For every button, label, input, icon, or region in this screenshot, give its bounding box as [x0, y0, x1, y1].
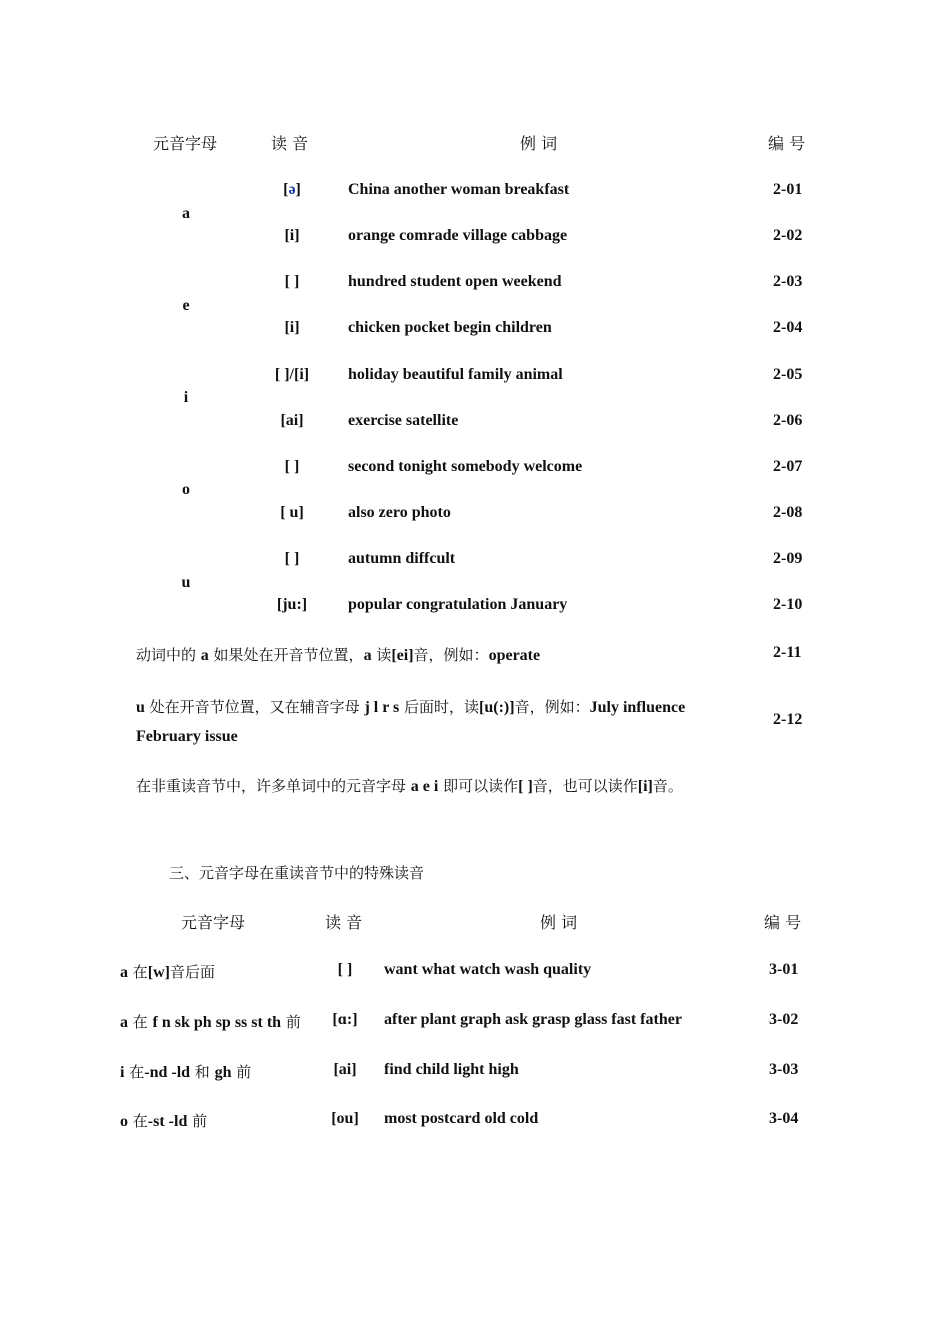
section3-title: 三、元音字母在重读音节中的特殊读音 — [169, 864, 425, 882]
table2-header-sound: 读 音 — [325, 913, 363, 932]
code-2-06: 2-06 — [773, 412, 803, 429]
group-letter-o: o — [182, 481, 190, 498]
table1-header-code: 编 号 — [768, 134, 806, 153]
examples-2-02: orange comrade village cabbage — [348, 227, 568, 244]
code-2-11: 2-11 — [773, 644, 802, 661]
examples-2-01: China another woman breakfast — [348, 181, 570, 198]
examples-2-03: hundred student open weekend — [348, 273, 562, 290]
sound-2-07: [ ] — [284, 458, 300, 475]
sound-3-03: [ai] — [333, 1061, 357, 1078]
code-2-01: 2-01 — [773, 181, 803, 198]
cond-3-02: a 在 f n sk ph sp ss st th 前 — [120, 1013, 301, 1031]
schwa-symbol: ə — [288, 181, 296, 198]
table1-header-letter: 元音字母 — [153, 134, 218, 153]
examples-3-04: most postcard old cold — [384, 1110, 539, 1127]
group-letter-i: i — [183, 389, 189, 406]
code-2-08: 2-08 — [773, 504, 803, 521]
code-2-04: 2-04 — [773, 319, 803, 336]
table1-header-examples: 例 词 — [520, 134, 558, 153]
code-3-02: 3-02 — [769, 1011, 799, 1028]
code-2-10: 2-10 — [773, 596, 803, 613]
sound-2-06: [ai] — [280, 412, 304, 429]
table2-header-examples: 例 词 — [540, 913, 578, 932]
examples-3-01: want what watch wash quality — [384, 961, 592, 978]
examples-2-08: also zero photo — [348, 504, 451, 521]
code-2-02: 2-02 — [773, 227, 803, 244]
code-2-07: 2-07 — [773, 458, 803, 475]
table2-header-code: 编 号 — [764, 913, 802, 932]
rule-2-12-text: u 处在开音节位置，又在辅音字母 j l r s 后面时，读[u(:)]音，例如：July influence — [136, 698, 686, 716]
table2-header-letter: 元音字母 — [181, 913, 246, 932]
unstressed-note: 在非重读音节中，许多单词中的元音字母 a e i 即可以读作[ ]音，也可以读作[i]音。 — [136, 777, 683, 795]
code-3-04: 3-04 — [769, 1110, 799, 1127]
sound-3-01: [ ] — [337, 961, 353, 978]
code-2-09: 2-09 — [773, 550, 803, 567]
sound-2-01: [ə] — [283, 181, 301, 198]
code-2-03: 2-03 — [773, 273, 803, 290]
examples-3-03: find child light high — [384, 1061, 519, 1078]
rule-2-12-text-line2: February issue — [136, 728, 238, 745]
sound-3-02: [ɑ:] — [332, 1011, 358, 1028]
sound-2-05: [ ]/[i] — [274, 366, 310, 383]
sound-2-02: [i] — [284, 227, 300, 244]
sound-2-03: [ ] — [284, 273, 300, 290]
cond-3-03: i 在-nd -ld 和 gh 前 — [120, 1063, 252, 1081]
rule-2-11-text: 动词中的 a 如果处在开音节位置，a 读[ei]音，例如：operate — [136, 646, 541, 664]
examples-2-10: popular congratulation January — [348, 596, 568, 613]
cond-3-04: o 在-st -ld 前 — [120, 1112, 208, 1130]
code-2-12: 2-12 — [773, 711, 803, 728]
sound-2-04: [i] — [284, 319, 300, 336]
code-3-01: 3-01 — [769, 961, 799, 978]
sound-2-10: [ju:] — [276, 596, 308, 613]
cond-3-01: a 在[w]音后面 — [120, 963, 216, 981]
sound-2-08: [ u] — [280, 504, 304, 521]
code-2-05: 2-05 — [773, 366, 803, 383]
examples-3-02: after plant graph ask grasp glass fast father — [384, 1011, 682, 1028]
examples-2-09: autumn diffcult — [348, 550, 456, 567]
examples-2-05: holiday beautiful family animal — [348, 366, 563, 383]
examples-2-06: exercise satellite — [348, 412, 459, 429]
sound-3-04: [ou] — [331, 1110, 359, 1127]
group-letter-a: a — [182, 205, 190, 222]
sound-2-09: [ ] — [284, 550, 300, 567]
examples-2-07: second tonight somebody welcome — [348, 458, 583, 475]
code-3-03: 3-03 — [769, 1061, 799, 1078]
examples-2-04: chicken pocket begin children — [348, 319, 552, 336]
group-letter-u: u — [181, 574, 191, 591]
group-letter-e: e — [182, 297, 190, 314]
table1-header-sound: 读 音 — [271, 134, 309, 153]
